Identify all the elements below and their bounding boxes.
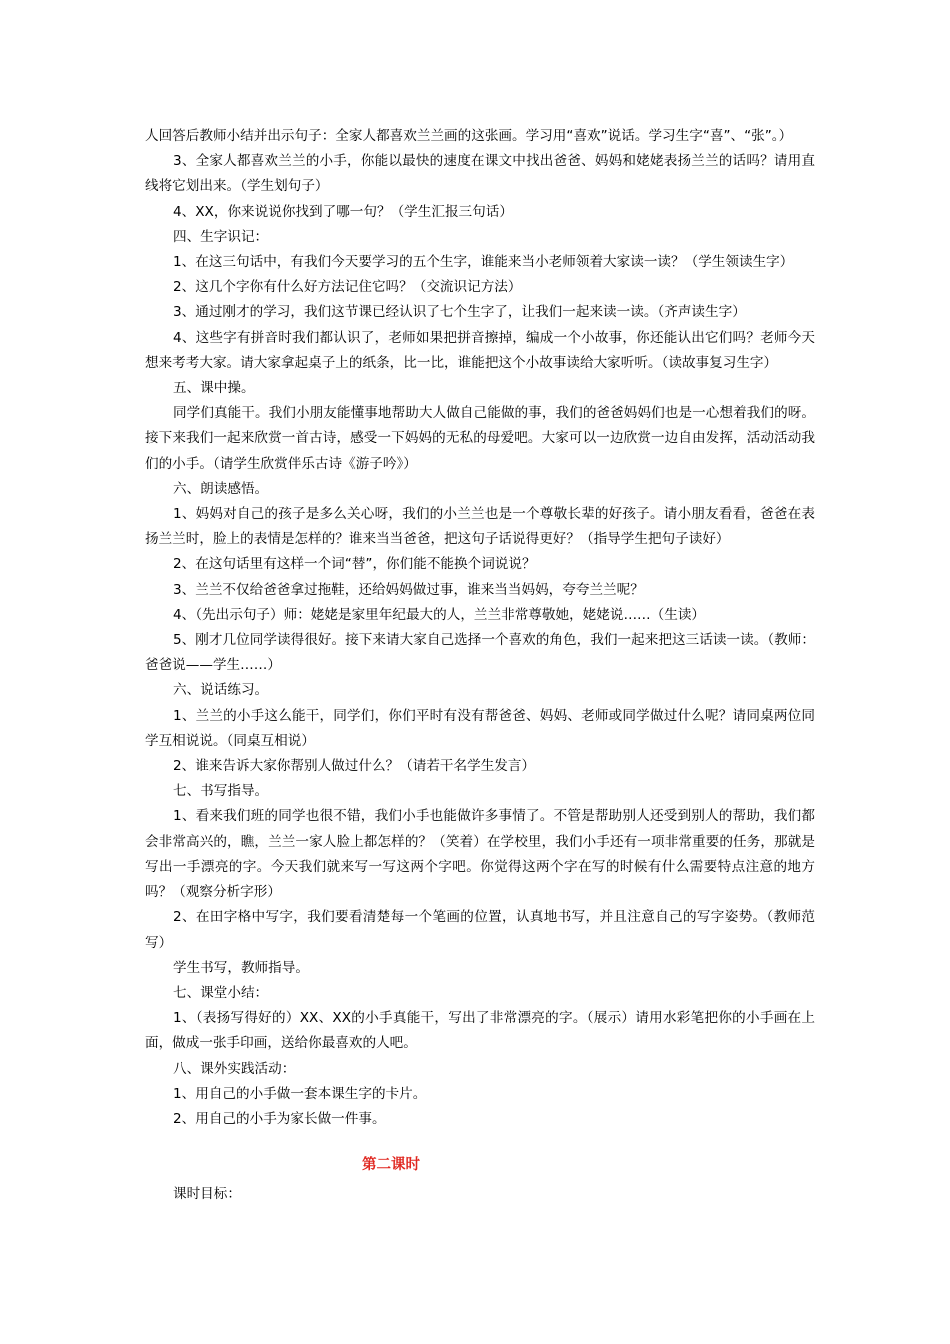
paragraph: 3、通过刚才的学习，我们这节课已经认识了七个生字了，让我们一起来读一读。（齐声读生字） [173, 304, 746, 321]
paragraph: 2、在田字格中写字，我们要看清楚每一个笔画的位置，认真地书写，并且注意自己的写字姿势。（教师范写） [145, 909, 815, 951]
paragraph: 5、刚才几位同学读得很好。接下来请大家自己选择一个喜欢的角色，我们一起来把这三话读一读。（教师：爸爸说——学生……） [145, 632, 815, 674]
paragraph: 学生书写，教师指导。 [173, 959, 309, 976]
section-title: 第二课时 [362, 1157, 420, 1174]
paragraph: 3、兰兰不仅给爸爸拿过拖鞋，还给妈妈做过事，谁来当当妈妈，夸夸兰兰呢？ [173, 581, 644, 598]
paragraph: 七、课堂小结： [173, 984, 269, 1001]
paragraph: 六、说话练习。 [173, 682, 269, 699]
paragraph: 七、书写指导。 [173, 783, 269, 800]
paragraph: 1、妈妈对自己的孩子是多么关心呀，我们的小兰兰也是一个尊敬长辈的好孩子。请小朋友看看，爸爸在表扬兰兰时，脸上的表情是怎样的？谁来当当爸爸，把这句子话说得更好？（指导学生把句子读好） [145, 506, 815, 548]
paragraph: 1、用自己的小手做一套本课生字的卡片。 [173, 1085, 427, 1102]
paragraph: 4、（先出示句子）师：姥姥是家里年纪最大的人，兰兰非常尊敬她，姥姥说……（生读） [173, 606, 706, 623]
paragraph: 1、兰兰的小手这么能干，同学们，你们平时有没有帮爸爸、妈妈、老师或同学做过什么呢？请同桌两位同学互相说说。（同桌互相说） [145, 707, 815, 749]
paragraph: 2、在这句话里有这样一个词“替”，你们能不能换个词说说？ [173, 556, 536, 573]
paragraph: 同学们真能干。我们小朋友能懂事地帮助大人做自己能做的事，我们的爸爸妈妈们也是一心想着我们的呀。接下来我们一起来欣赏一首古诗，感受一下妈妈的无私的母爱吧。大家可以一边欣赏一边自由发挥，活动活动我们的小手。（请学生欣赏伴乐古诗《游子吟》） [145, 405, 815, 472]
document-page [145, 124, 815, 1207]
document-body [145, 124, 815, 1132]
paragraph: 1、在这三句话中，有我们今天要学习的五个生字，谁能来当小老师领着大家读一读？（学生领读生字） [173, 254, 794, 271]
paragraph: 2、谁来告诉大家你帮别人做过什么？（请若干名学生发言） [173, 758, 536, 775]
paragraph: 六、朗读感悟。 [173, 480, 269, 497]
objective-label: 课时目标： [173, 1186, 241, 1203]
paragraph: 2、用自己的小手为家长做一件事。 [173, 1110, 386, 1127]
paragraph: 1、看来我们班的同学也很不错，我们小手也能做许多事情了。不管是帮助别人还受到别人的帮助，我们都会非常高兴的，瞧，兰兰一家人脸上都怎样的？（笑着）在学校里，我们小手还有一项非常重要的任务，那就是写出一手漂亮的字。今天我们就来写一写这两个字吧。你觉得这两个字在写的时候有什么需要特点注意的地方吗？（观察分析字形） [145, 808, 815, 901]
paragraph: 4、这些字有拼音时我们都认识了，老师如果把拼音擦掉，编成一个小故事，你还能认出它们吗？老师今天想来考考大家。请大家拿起桌子上的纸条，比一比，谁能把这个小故事读给大家听听。（读故事复习生字） [145, 329, 815, 371]
paragraph: 五、课中操。 [173, 380, 255, 397]
paragraph: 人回答后教师小结并出示句子：全家人都喜欢兰兰画的这张画。学习用“喜欢”说话。学习生字“喜”、“张”。） [145, 128, 793, 144]
paragraph: 4、XX，你来说说你找到了哪一句？（学生汇报三句话） [173, 203, 513, 220]
paragraph: 3、全家人都喜欢兰兰的小手，你能以最快的速度在课文中找出爸爸、妈妈和姥姥表扬兰兰的话吗？请用直线将它划出来。（学生划句子） [145, 153, 815, 195]
paragraph: 八、课外实践活动： [173, 1060, 296, 1077]
paragraph: 1、（表扬写得好的）XX、XX的小手真能干，写出了非常漂亮的字。（展示）请用水彩笔把你的小手画在上面，做成一张手印画，送给你最喜欢的人吧。 [145, 1010, 815, 1052]
paragraph: 四、生字识记： [173, 228, 269, 245]
paragraph: 2、这几个字你有什么好方法记住它吗？（交流识记方法） [173, 279, 522, 296]
